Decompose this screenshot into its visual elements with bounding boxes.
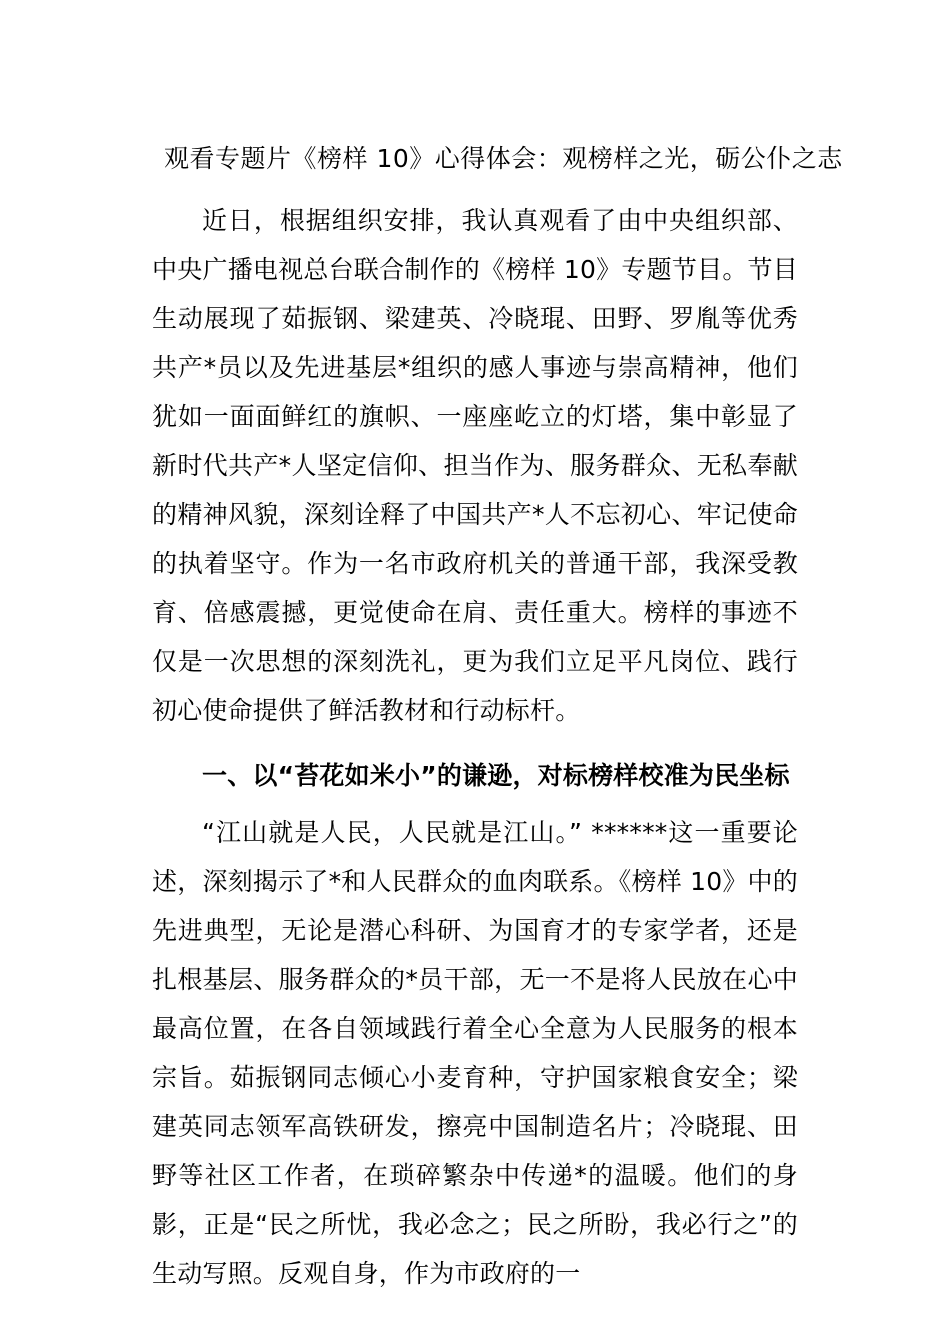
page-title: 观看专题片《榜样 10》心得体会：观榜样之光，砺公仆之志 <box>164 144 843 173</box>
paragraph-section-one: “江山就是人民，人民就是江山。” ******这一重要论述，深刻揭示了*和人民群众的血肉联系。《榜样 10》中的先进典型，无论是潜心科研、为国育才的专家学者，还是扎根基层、服务群众的*员干部，无一不是将人民放在心中最高位置，在各自领域践行着全心全意为人民服务的根本宗旨。茹振钢同志倾心小麦育种，守护国家粮食安全；梁建英同志领军高铁研发，擦亮中国制造名片；冷晓琨、田野等社区工作者，在琐碎繁杂中传递*的温暖。他们的身影，正是“民之所忧，我必念之；民之所盼，我必行之”的生动写照。反观自身，作为市政府的一 <box>152 817 798 1288</box>
section-heading-one: 一、以“苔花如米小”的谦逊，对标榜样校准为民坐标 <box>202 760 790 790</box>
paragraph-intro: 近日，根据组织安排，我认真观看了由中央组织部、中央广播电视总台联合制作的《榜样 10》专题节目。节目生动展现了茹振钢、梁建英、冷晓琨、田野、罗胤等优秀共产*员以及先进基层*组织的感人事迹与崇高精神，他们犹如一面面鲜红的旗帜、一座座屹立的灯塔，集中彰显了新时代共产*人坚定信仰、担当作为、服务群众、无私奉献的精神风貌，深刻诠释了中国共产*人不忘初心、牢记使命的执着坚守。作为一名市政府机关的普通干部，我深受教育、倍感震撼，更觉使命在肩、责任重大。榜样的事迹不仅是一次思想的深刻洗礼，更为我们立足平凡岗位、践行初心使命提供了鲜活教材和行动标杆。 <box>152 205 798 725</box>
